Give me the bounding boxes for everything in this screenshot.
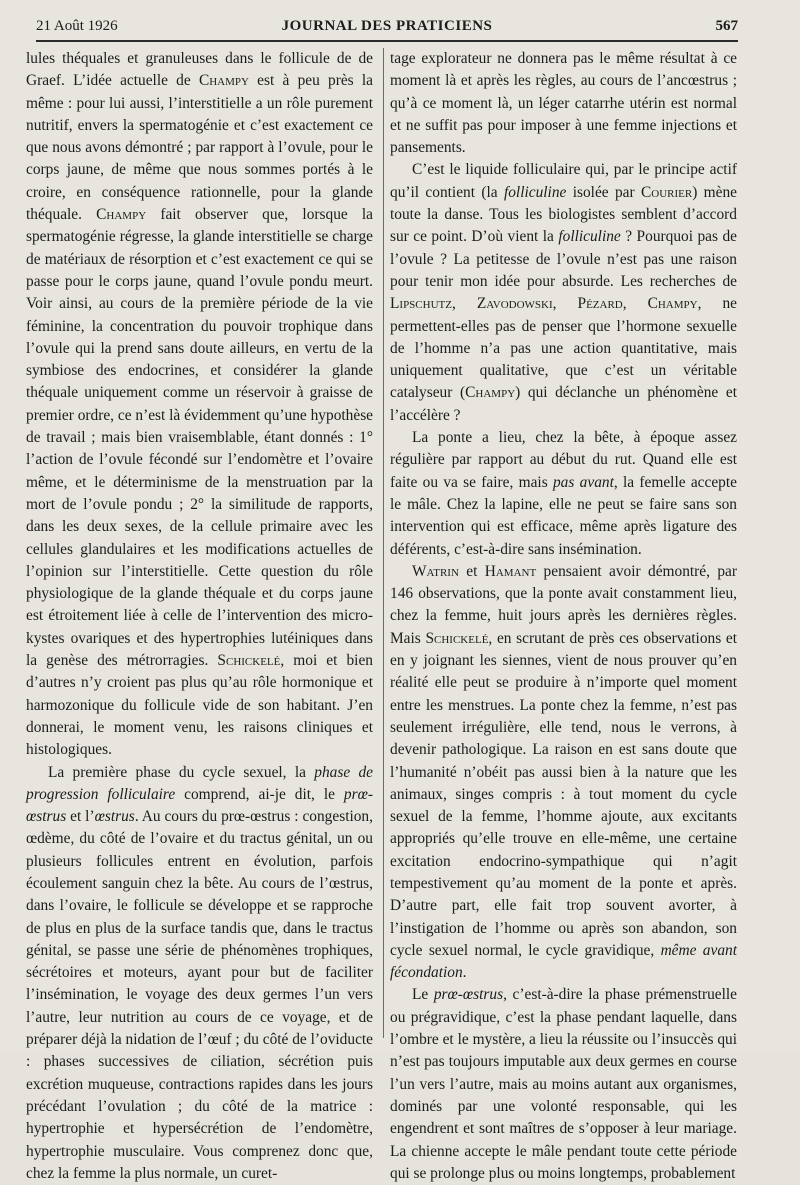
emphasis: prœ-œstrus (434, 986, 503, 1003)
author-name: Lipschutz, Zavodowski, Pézard, Champy (390, 295, 698, 312)
author-name: Watrin (412, 563, 459, 580)
left-paragraph-2: La première phase du cycle sexuel, la phase de progression folliculaire comprend, ai-je dit, le prœ-œstrus et l’œstrus. Au cours du prœ-œstrus : congestion, œdème, du côté de l’ovaire et du tractus génital, un ou plusieurs follicules entrent en évolution, parfois écoulement sanguin chez la bête. Au cours de l’œstrus, dans l’ovaire, le follicule se développe et se rapproche de plus en plus de la surface tandis que, dans le tractus génital, se passe une série de phénomènes trophiques, sécrétoires et moteurs, ayant pour but de faciliter l’insémination, le voyage des deux germes l’un vers l’autre, leur nutrition au cours de ce voyage, et de préparer déjà la nidation de l’œuf ; du côté de l’oviducte : phases successives de ciliation, sécrétion puis excrétion muqueuse, contractions rapides dans les jours précédant l’ovulation ; du côté de la matrice : hypertrophie et hypersécrétion de l’endomètre, hypertrophie musculaire. Vous comprenez donc que, chez la femme la plus normale, un curet- (26, 762, 373, 1185)
author-name: Champy (96, 206, 146, 223)
emphasis: folliculine (558, 228, 620, 245)
column-divider (383, 48, 384, 1038)
page-header (36, 18, 738, 42)
emphasis: phase de progression folliculaire (26, 764, 373, 803)
right-paragraph-3: La ponte a lieu, chez la bête, à époque assez régulière par rapport au début du rut. Quand elle est faite ou va se faire, mais pas avant, la femelle accepte le mâle. Chez la lapine, elle ne peut se faire sans son intervention qui est efficace, même après ligature des déférents, c’est-à-dire sans insémination. (390, 427, 737, 561)
emphasis: même avant fécondation (390, 942, 737, 981)
emphasis: folliculine (504, 184, 566, 201)
emphasis: prœ-œstrus (26, 786, 373, 825)
right-paragraph-4: Watrin et Hamant pensaient avoir démontré, par 146 observations, que la ponte avait constamment lieu, chez la femme, huit jours après les dernières règles. Mais Schickelé, en scrutant de près ces observations et en y joignant les siennes, vient de nous prouver qu’en réalité elle peut se produire à n’importe quel moment entre les menstrues. La ponte chez la femme, n’est pas seulement irrégulière, elle tend, nous le verrons, à devenir pathologique. La raison en est sans doute que l’humanité n’obéit pas aussi bien à la nature que les animaux, singes compris : à tout moment du cycle sexuel de la femme, l’homme ajoute, aux excitants appropriés qu’elle trouve en elle-même, une certaine excitation endocrino-sympathique qui n’agit tempestivement qu’au moment de la ponte et après. D’autre part, elle fait trop souvent avorter, à l’instigation de l’homme ou après son abandon, son cycle sexuel normal, le cycle gravidique, même avant fécondation. (390, 561, 737, 985)
journal-title: JOURNAL DES PRATICIENS (36, 18, 738, 35)
emphasis: œstrus (95, 808, 135, 825)
author-name: Champy (465, 384, 515, 401)
author-name: Hamant (485, 563, 536, 580)
author-name: Schickelé (425, 630, 488, 647)
left-column (26, 48, 373, 1038)
right-column (390, 48, 737, 1038)
author-name: Schickelé (217, 652, 280, 669)
author-name: Champy (199, 72, 249, 89)
left-paragraph-1: lules théquales et granuleuses dans le follicule de de Graef. L’idée actuelle de Champy est à peu près la même : pour lui aussi, l’interstitielle a un rôle purement nutritif, envers la spermatogénie et c’est exactement ce que nous avons démontré ; par rapport à l’ovule, pour le corps jaune, de même que nous sommes portés à le croire, en conséquence rationnelle, pour la glande théquale. Champy fait observer que, lorsque la spermatogénie régresse, la glande interstitielle se charge de matériaux de résorption et c’est exactement ce qui se passe pour le corps jaune, quand l’ovule pondu meurt. Voir ainsi, au cours de la première période de la vie féminine, la concentration du pouvoir trophique dans l’ovule qui la prend sans doute ailleurs, en vertu de la symbiose des endocrines, et considérer la glande théquale uniquement comme un réservoir à graisse de premier ordre, ce n’est là évidemment qu’une hypothèse de travail ; mais bien vraisemblable, étant donnés : 1° l’action de l’ovule fécondé sur l’endomètre et l’ovaire même, et le déterminisme de la menstruation par la mort de l’ovule pondu ; 2° la similitude de rapports, dans les deux sexes, de la cellule primaire avec les cellules glandulaires et les modifications actuelles de l’opinion sur l’interstitielle. Cette question du rôle physiologique de la glande théquale et du corps jaune est étroitement liée à celle de l’intervention des micro-kystes ovariques et des hypertrophies lutéiniques dans la genèse des métrorragies. Schickelé, moi et bien d’autres n’y croient pas plus qu’au rôle hormonique et harmozonique du follicule vide de son habitant. J’en donnerai, le moment venu, les raisons cliniques et histologiques. (26, 48, 373, 762)
right-paragraph-2: C’est le liquide folliculaire qui, par le principe actif qu’il contient (la folliculine isolée par Courier) mène toute la danse. Tous les biologistes semblent d’accord sur ce point. D’où vient la folliculine ? Pourquoi pas de l’ovule ? La petitesse de l’ovule n’est pas une raison pour tenir mon idée pour absurde. Les recherches de Lipschutz, Zavodowski, Pézard, Champy, ne permettent-elles pas de penser que l’hormone sexuelle de l’homme n’a pas une action quantitative, mais uniquement qualitative, que c’est un véritable catalyseur (Champy) qui déclanche un phénomène et l’accélère ? (390, 159, 737, 427)
author-name: Courier (641, 184, 692, 201)
emphasis: pas avant (553, 474, 614, 491)
right-paragraph-1: tage explorateur ne donnera pas le même résultat à ce moment là et après les règles, au cours de l’ancœstrus ; qu’à ce moment là, un léger catarrhe utérin est normal et ne suffit pas pour imposer à une femme injections et pansements. (390, 48, 737, 159)
right-paragraph-5: Le prœ-œstrus, c’est-à-dire la phase prémenstruelle ou prégravidique, c’est la phase pendant laquelle, dans l’ombre et le mystère, a lieu la réussite ou l’insuccès qui n’est pas toujours imputable aux deux germes en course l’un vers l’autre, mais au moins autant aux organismes, dominés par une volonté responsable, qui les engendrent et sont maîtres de s’opposer à leur mariage. La chienne accepte le mâle pendant toute cette période qui se prolonge plus ou moins longtemps, probablement (390, 984, 737, 1185)
header-date: 21 Août 1926 (36, 18, 118, 35)
page-number: 567 (716, 18, 739, 35)
